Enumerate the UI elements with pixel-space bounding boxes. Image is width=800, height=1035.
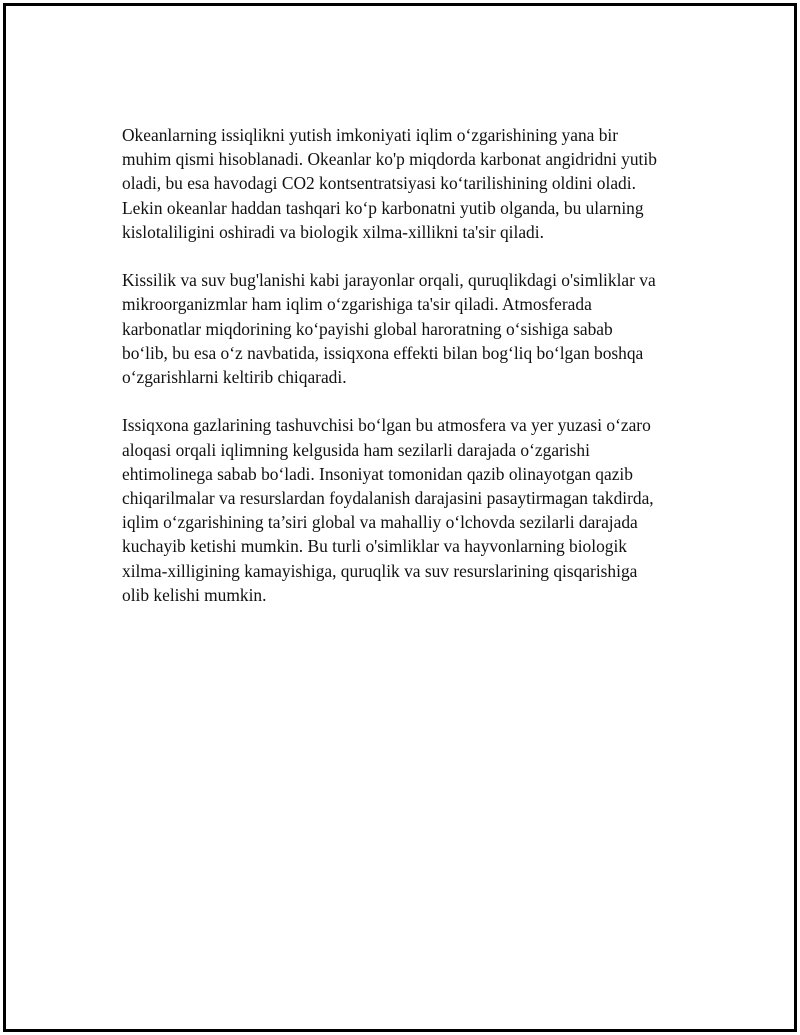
paragraph-land-processes: Kissilik va suv bug'lanishi kabi jarayonlar orqali, quruqlikdagi o'simliklar va mikroorganizmlar ham iqlim o‘zgarishiga ta'sir qiladi. Atmosferada karbonatlar miqdorining ko‘payishi global haroratning o‘sishiga sabab bo‘lib, bu esa o‘z navbatida, issiqxona effekti bilan bog‘liq bo‘lgan boshqa o‘zgarishlarni keltirib chiqaradi.: [122, 270, 656, 388]
document-body: [122, 123, 707, 631]
paragraph-future-impact: Issiqxona gazlarining tashuvchisi bo‘lgan bu atmosfera va yer yuzasi o‘zaro aloqasi orqali iqlimning kelgusida ham sezilarli darajada o‘zgarishi ehtimolinega sabab bo‘ladi. Insoniyat tomonidan qazib olinayotgan qazib chiqarilmalar va resurslardan foydalanish darajasini pasaytirmagan takdirda, iqlim o‘zgarishining ta’siri global va mahalliy o‘lchovda sezilarli darajada kuchayib ketishi mumkin. Bu turli o'simliklar va hayvonlarning biologik xilma-xilligining kamayishiga, quruqlik va suv resurslarining qisqarishiga olib kelishi mumkin.: [122, 415, 654, 605]
paragraph-ocean-heat: Okeanlarning issiqlikni yutish imkoniyati iqlim o‘zgarishining yana bir muhim qismi hisoblanadi. Okeanlar ko'p miqdorda karbonat angidridni yutib oladi, bu esa havodagi CO2 kontsentratsiyasi ko‘tarilishining oldini oladi. Lekin okeanlar haddan tashqari ko‘p karbonatni yutib olganda, bu ularning kislotaliligini oshiradi va biologik xilma-xillikni ta'sir qiladi.: [122, 125, 657, 242]
page-frame: [3, 3, 797, 1032]
